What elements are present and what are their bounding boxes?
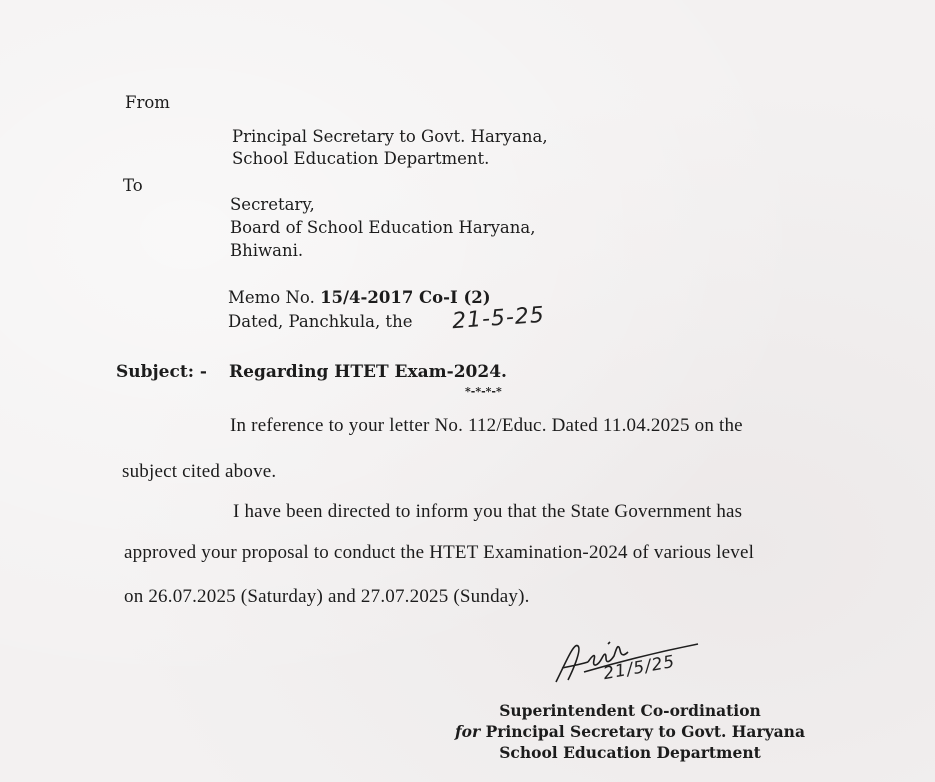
subject-label: Subject: - [116, 362, 207, 382]
from-line-1: Principal Secretary to Govt. Haryana, [232, 127, 548, 146]
dated-prefix: Dated, Panchkula, the [228, 312, 413, 331]
signatory-line-2 [430, 721, 830, 742]
to-line-2: Board of School Education Haryana, [230, 218, 536, 237]
paragraph-2-line-2: approved your proposal to conduct the HTET Examination-2024 of various level [124, 542, 755, 563]
from-line-2: School Education Department. [232, 149, 490, 168]
paragraph-1-line-2: subject cited above. [122, 461, 277, 482]
to-line-1: Secretary, [230, 195, 315, 214]
signatory-office: Principal Secretary to Govt. Haryana [485, 722, 805, 741]
signature-date: 21/5/25 [601, 651, 677, 685]
paragraph-2-line-3: on 26.07.2025 (Saturday) and 27.07.2025 (Sunday). [124, 586, 530, 607]
signatory-for: for [454, 722, 481, 741]
paragraph-1-line-1: In reference to your letter No. 112/Educ. Dated 11.04.2025 on the [230, 415, 743, 436]
memo-prefix: Memo No. [228, 288, 315, 307]
from-label: From [125, 93, 170, 112]
handwritten-date: 21-5-25 [451, 302, 546, 335]
signatory-block [430, 700, 830, 763]
to-line-3: Bhiwani. [230, 241, 304, 260]
memo-number-line [228, 288, 491, 307]
memo-number: 15/4-2017 Co-I (2) [320, 288, 491, 307]
paragraph-2-line-1: I have been directed to inform you that the State Government has [233, 501, 743, 522]
subject-text: Regarding HTET Exam-2024. [229, 362, 507, 382]
separator: *-*-*-* [465, 385, 502, 398]
signatory-line-3: School Education Department [499, 743, 761, 762]
dated-line [228, 312, 412, 331]
to-label: To [123, 176, 143, 195]
signatory-title: Superintendent Co-ordination [499, 701, 761, 720]
